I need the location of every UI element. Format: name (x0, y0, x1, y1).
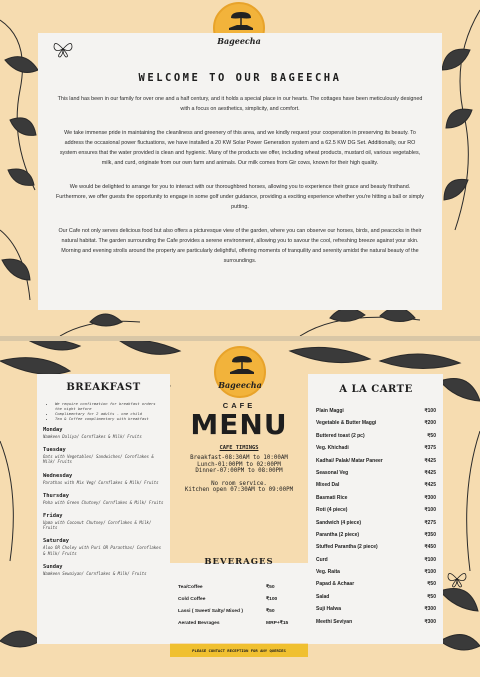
menu-item (316, 467, 436, 479)
menu-item (316, 529, 436, 541)
menu-item-name: Seasonal Veg (316, 469, 349, 476)
welcome-paragraph: We take immense pride in maintaining the cleanliness and greenery of this area, and we kindly request your cooperation in preserving its beauty. To address the occasional power fluctuations, we have installed a 20 KW Solar Power Generation system and a 62.5 KW DG Set. Additionally, our RO system ensures that the water provided is clean and hygienic. Many of the products we offer, including wheat products, mustard oil, various vegetables, milk, and curd, originate from our own farm and animals. Our milk comes from Gir cows, known for their high quality. (59, 130, 421, 166)
beverage-price: ₹100 (266, 597, 278, 602)
room-service-note (170, 481, 308, 494)
timing-line: Dinner-07:00PM to 08:00PM (195, 468, 283, 475)
day-name: Wednesday (43, 472, 73, 479)
beverage-name: Tea/Coffee (178, 585, 203, 590)
day-items: Poha with Green Chutney/ Cornflakes & Milk/ Fruits (43, 499, 164, 505)
menu-item-name: Salad (316, 593, 330, 600)
menu-item-price: ₹350 (424, 531, 436, 538)
menu-item (316, 578, 436, 590)
menu-item-price: ₹100 (424, 569, 436, 576)
day-block (43, 473, 164, 485)
butterfly-icon (52, 39, 74, 59)
note-item: • We require confirmation for breakfast orders the night before (55, 401, 164, 411)
day-block (43, 513, 164, 530)
beverage-name: Aerated Bevrages (178, 621, 220, 626)
day-items: Namkeen Sewaiyan/ Cornflakes & Milk/ Fruits (43, 570, 147, 576)
menu-item-price: ₹50 (427, 593, 436, 600)
menu-item-name: Stuffed Parantha (2 piece) (316, 544, 378, 551)
a-la-carte-title: A LA CARTE (339, 384, 413, 395)
beverage-price: ₹50 (266, 585, 275, 590)
day-block (43, 427, 164, 439)
beverage-price: ₹50 (266, 609, 275, 614)
menu-item-name: Curd (316, 556, 328, 563)
menu-item (316, 554, 436, 566)
note-item: • Complimentary for 2 adults - one child (55, 411, 164, 416)
menu-item-price: ₹375 (424, 445, 436, 452)
day-block (43, 564, 164, 576)
menu-item (316, 417, 436, 429)
menu-item-name: Kadhai/ Palak/ Matar Paneer (316, 457, 383, 464)
day-items: Oats with Vegetables/ Sandwiches/ Cornflakes & Milk/ Fruits (43, 454, 154, 465)
menu-item-price: ₹50 (427, 581, 436, 588)
note-item: • Tea & Coffee complimentary with breakfast (55, 416, 164, 421)
timings-title: CAFE TIMINGS (219, 445, 259, 451)
a-la-carte-list (316, 405, 436, 628)
timing-line: Breakfast-08:30AM to 10:00AM (190, 455, 288, 461)
beverages-list (178, 582, 300, 630)
logo-text: Bageecha (217, 36, 261, 46)
menu-item (316, 479, 436, 491)
welcome-paragraph: This land has been in our family for over one and a half century, and it holds a special place in our hearts. The cottages have been meticulously designed with a focus on aesthetics, simplicity, and comfort. (57, 96, 423, 112)
day-items: Aloo OR Choley with Puri OR Paranthas/ Cornflakes & Milk/ Fruits (43, 545, 162, 556)
a-la-carte-panel (308, 374, 443, 644)
menu-item-price: ₹300 (424, 618, 436, 625)
beverages-panel (170, 557, 308, 643)
menu-item-name: Buttered toast (2 pc) (316, 432, 365, 439)
day-block (43, 493, 164, 505)
menu-item (316, 566, 436, 578)
menu-item-price: ₹100 (424, 507, 436, 514)
menu-item-name: Sandwich (4 piece) (316, 519, 362, 526)
menu-item (316, 591, 436, 603)
menu-item (316, 492, 436, 504)
menu-item-price: ₹450 (424, 544, 436, 551)
beverage-item (178, 582, 300, 594)
room-service-line: Kitchen open 07:30AM to 09:00PM (184, 487, 294, 494)
menu-item-name: Vegetable & Butter Maggi (316, 420, 377, 427)
menu-item (316, 442, 436, 454)
beverage-item (178, 594, 300, 606)
day-name: Sunday (43, 563, 63, 570)
menu-item (316, 616, 436, 628)
room-service-line: No room service. (211, 480, 267, 487)
breakfast-title: BREAKFAST (66, 382, 141, 393)
beverage-name: Cold Coffee (178, 597, 206, 602)
welcome-title: WELCOME TO OUR BAGEECHA (138, 72, 342, 84)
contact-banner: PLEASE CONTACT RECEPTION FOR ANY QUERIES (170, 644, 308, 657)
menu-item-price: ₹100 (424, 408, 436, 414)
menu-title: MENU (190, 408, 288, 441)
cafe-label: CAFE (222, 401, 256, 410)
day-items: Namkeen Daliya/ Cornflakes & Milk/ Fruits (43, 434, 142, 439)
menu-item-name: Mixed Dal (316, 482, 340, 489)
menu-item-name: Veg. Raita (316, 569, 340, 576)
timings-list (170, 455, 308, 475)
menu-item-price: ₹425 (424, 482, 436, 489)
menu-item-price: ₹50 (427, 432, 436, 439)
menu-item-name: Roti (4 piece) (316, 507, 348, 514)
breakfast-notes (55, 401, 164, 421)
menu-item-price: ₹425 (424, 469, 436, 476)
tree-horse-icon (225, 10, 257, 32)
day-block (43, 538, 164, 555)
menu-item-name: Suji Halwa (316, 606, 342, 613)
menu-item (316, 603, 436, 615)
welcome-paragraph: We would be delighted to arrange for you to interact with our thoroughbred horses, allowing you to experience their grace and beauty firsthand. Furthermore, we offer guests the opportunity to engage in some golf under guidance, providing a exciting experience whether you're hitting a ball or simply putting. (56, 184, 425, 210)
day-name: Friday (43, 513, 63, 520)
day-name: Saturday (43, 538, 69, 545)
beverage-item (178, 606, 300, 618)
welcome-card (38, 33, 442, 310)
breakfast-panel (37, 374, 170, 644)
menu-item-name: Plain Maggi (316, 408, 344, 414)
logo-text: Bageecha (218, 380, 262, 390)
day-name: Thursday (43, 492, 69, 499)
menu-item-name: Basmati Rice (316, 494, 348, 501)
beverage-item (178, 618, 300, 630)
menu-item-price: ₹275 (424, 519, 436, 526)
menu-item-price: ₹300 (424, 494, 436, 501)
menu-item-price: ₹425 (424, 457, 436, 464)
welcome-page (0, 0, 480, 336)
beverages-title: BEVERAGES (204, 557, 274, 567)
menu-item (316, 517, 436, 529)
menu-item (316, 541, 436, 553)
beverage-name: Lassi ( Sweet/ Salty/ Mixed ) (178, 609, 243, 614)
menu-item-price: ₹300 (424, 606, 436, 613)
menu-item (316, 504, 436, 516)
beverage-price: MRP+₹15 (266, 621, 289, 626)
menu-item-name: Veg. Khichadi (316, 445, 349, 452)
day-items: Parathas with Mix Veg/ Cornflakes & Milk/ Fruits (43, 479, 159, 485)
day-name: Tuesday (43, 447, 66, 454)
menu-item-price: ₹100 (424, 556, 436, 563)
menu-item (316, 455, 436, 467)
day-block (43, 447, 164, 464)
day-items: Upma with Coconut Chutney/ Cornflakes & Milk/ Fruits (43, 520, 152, 531)
menu-item (316, 405, 436, 417)
timing-line: Lunch-01:00PM to 02:00PM (197, 461, 281, 468)
menu-item-name: Meethi Seviyan (316, 618, 353, 625)
menu-item (316, 430, 436, 442)
menu-item-name: Parantha (2 piece) (316, 531, 360, 538)
menu-item-price: ₹200 (424, 420, 436, 427)
menu-item-name: Papad & Achaar (316, 581, 355, 588)
butterfly-icon (446, 569, 468, 589)
day-name: Monday (43, 427, 63, 433)
welcome-paragraph: Our Cafe not only serves delicious food but also offers a picturesque view of the garden, where you can observe our horses, birds, and peacocks in their natural habitat. The garden surrounding the Cafe provides a serene environment, allowing you to savour the cool, refreshing breeze against your skin. Morning and evening strolls around the property are particularly delightful, offering moments of tranquility and serenity amidst the natural beauty of the surroundings. (58, 228, 422, 264)
